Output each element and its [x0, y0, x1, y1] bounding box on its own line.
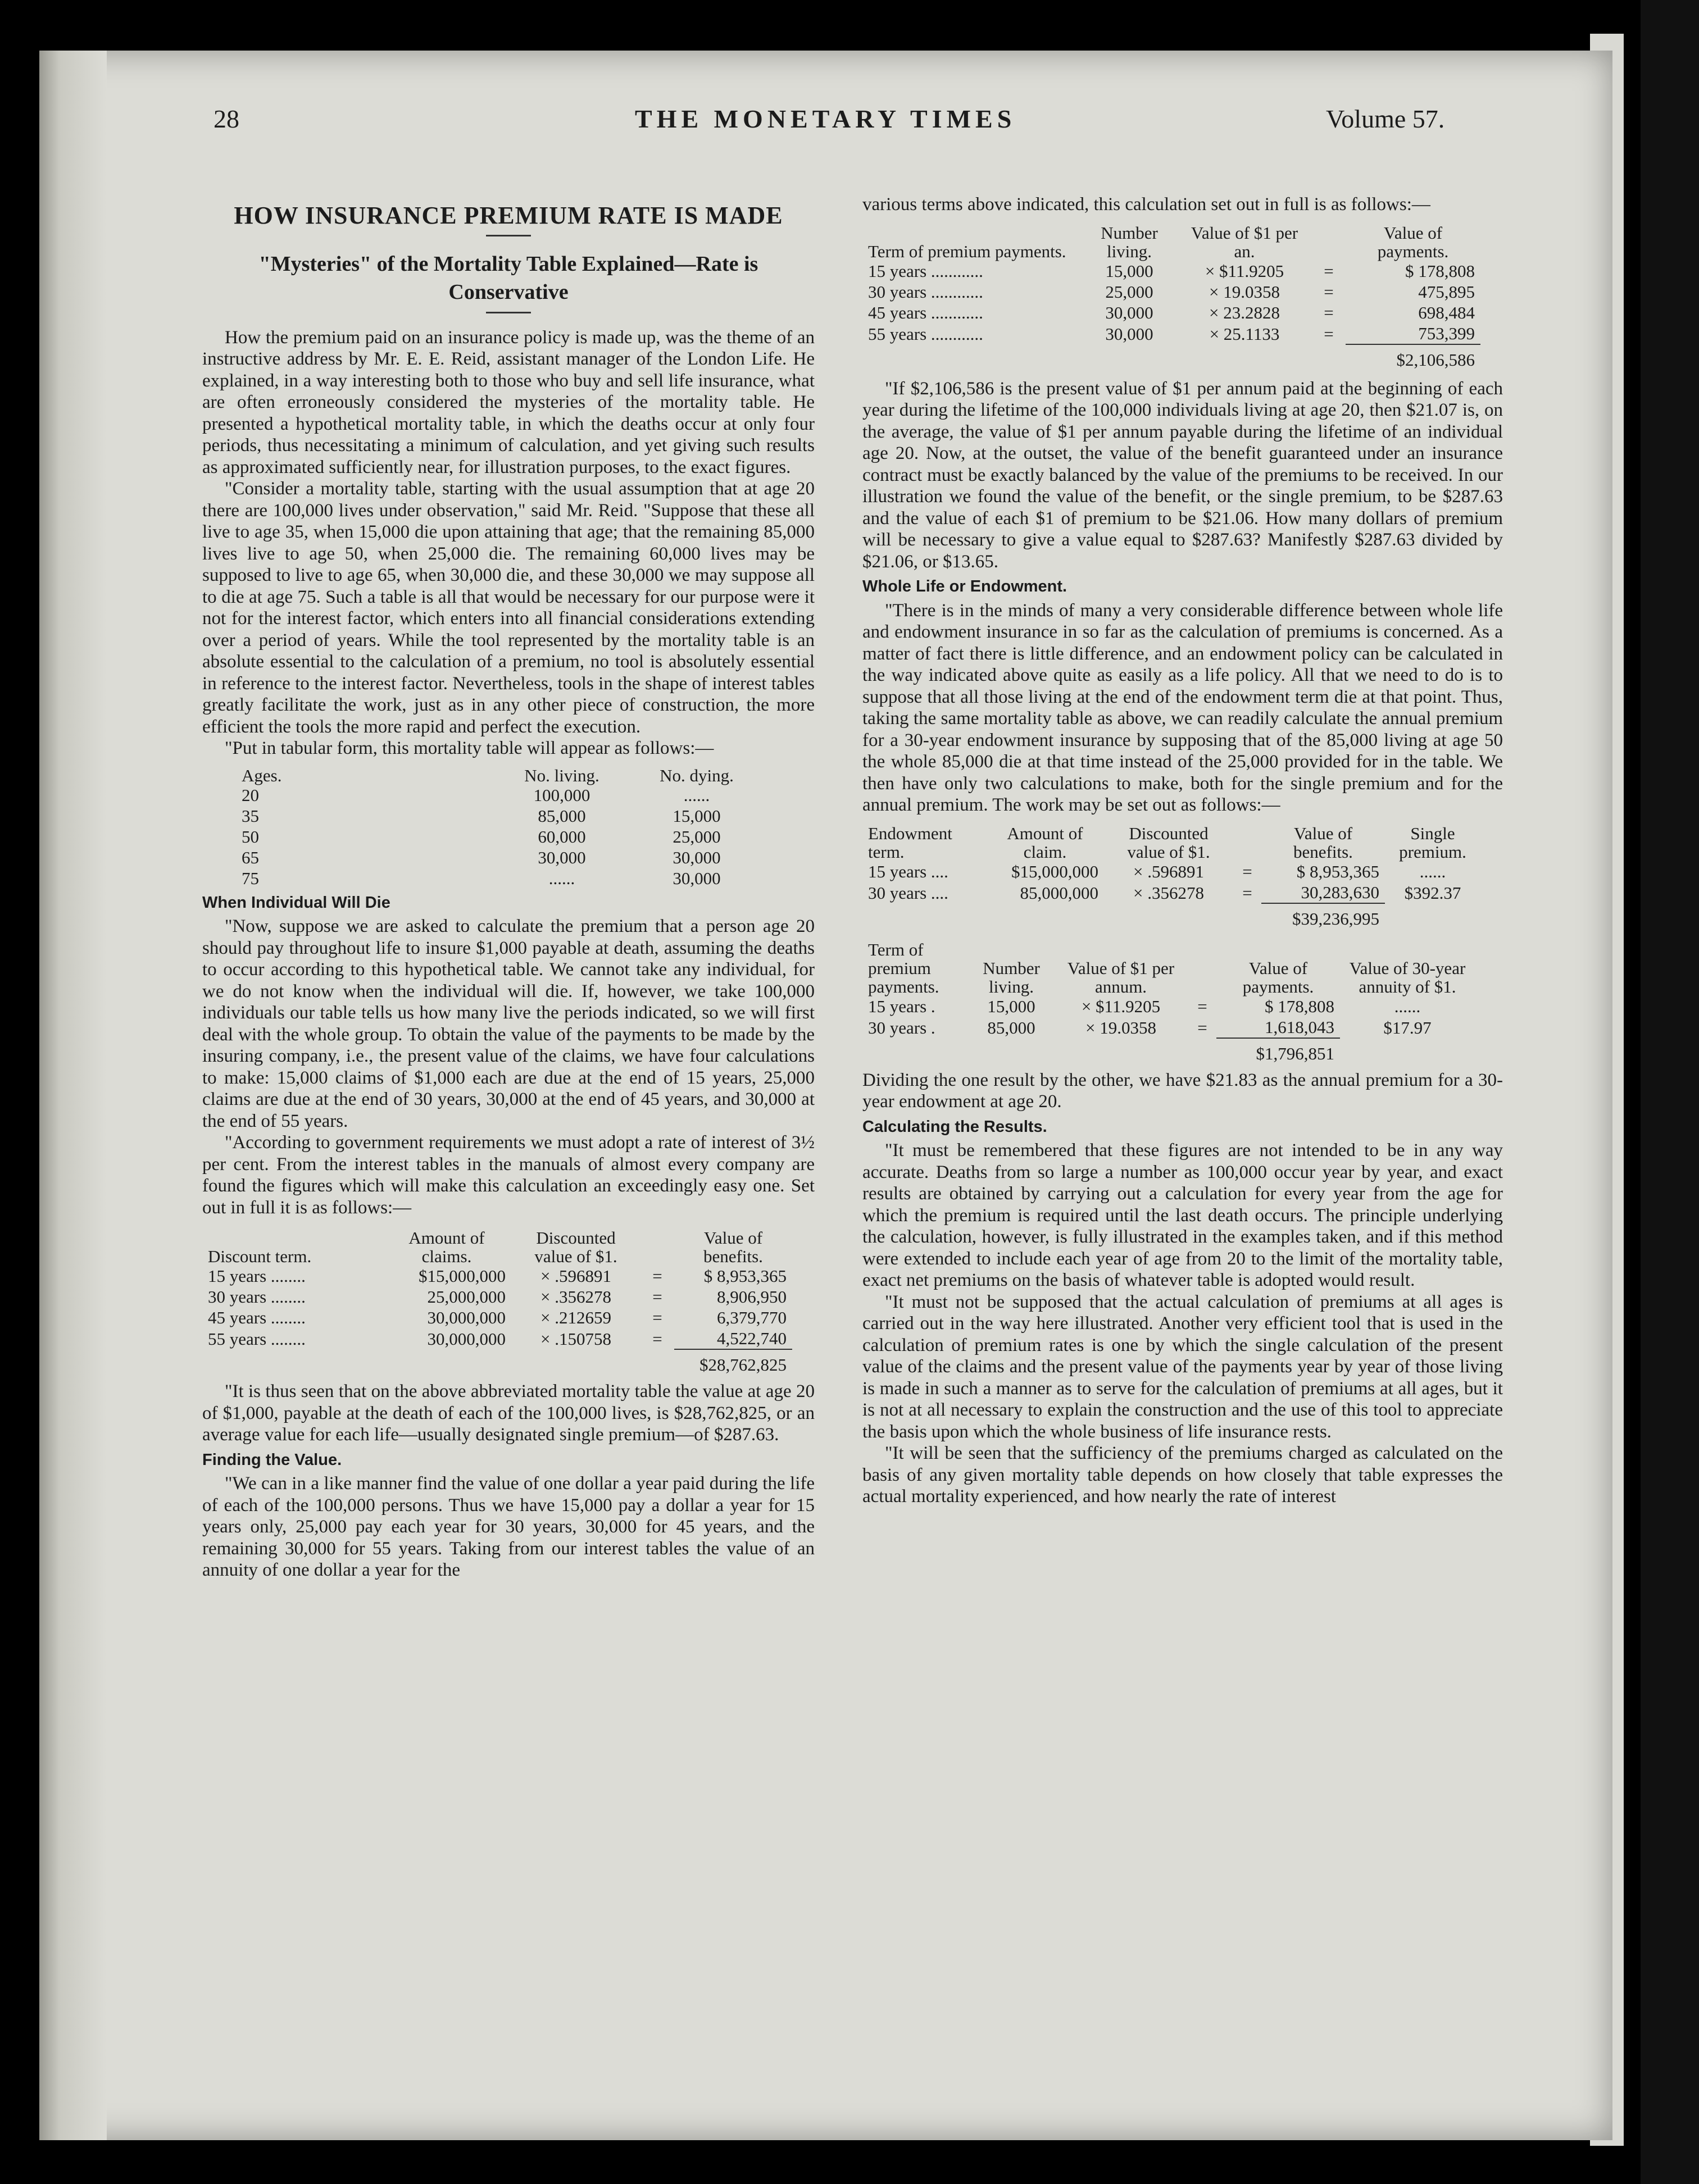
table-row	[862, 302, 1480, 323]
table-cell: $ 178,808	[1405, 261, 1475, 281]
annuity-table	[862, 224, 1480, 370]
table-cell: 6,379,770	[717, 1308, 787, 1327]
table-cell: × $11.9205	[1205, 261, 1284, 281]
table-cell: $ 178,808	[1265, 996, 1334, 1016]
table-row	[862, 1017, 1475, 1038]
paragraph: "It must be remembered that these figures are not intended to be in any way accurate. Deaths from so large a number as 100,000 occur year by year, and exact results are obtained by carrying out a calculation for every year from the age for which the premium is required until the last death occurs. The principle underlying the calculation, however, is fully illustrated in the examples taken, and if this method were extended to include each year of age from 20 to the limit of the mortality table, exact net premiums on the basis of whatever table is adopted would result.	[862, 1140, 1503, 1290]
table-total: $2,106,586	[1346, 344, 1480, 370]
table-total: $1,796,851	[1216, 1038, 1340, 1064]
table-total: $28,762,825	[674, 1349, 792, 1375]
table-cell: =	[1197, 1017, 1207, 1038]
table-cell: 100,000	[533, 785, 590, 805]
table-cell: 15 years ....	[868, 861, 948, 881]
section-heading: When Individual Will Die	[202, 893, 390, 912]
section-heading: Calculating the Results.	[862, 1117, 1047, 1136]
mortality-table	[236, 766, 764, 889]
table-cell: × 23.2828	[1209, 302, 1280, 322]
table-row	[862, 861, 1480, 882]
table-cell: =	[652, 1329, 662, 1349]
paragraph: "Put in tabular form, this mortality table will appear as follows:—	[225, 738, 714, 758]
table-cell: 15 years ............	[868, 261, 983, 281]
table-cell: =	[1324, 261, 1334, 281]
table-cell: 30 years .	[868, 1017, 935, 1038]
article-title: HOW INSURANCE PREMIUM RATE IS MADE	[234, 202, 783, 229]
table-cell: ......	[1419, 861, 1446, 881]
table-header: Endowment term.	[868, 823, 952, 862]
table-header: Value of benefits.	[1293, 823, 1353, 862]
table-cell: 45 years ........	[208, 1308, 306, 1327]
table-cell: 30,000	[1105, 324, 1153, 344]
paragraph: Dividing the one result by the other, we have $21.83 as the annual premium for a 30-year endowment at age 20.	[862, 1070, 1503, 1112]
table-row	[202, 1328, 792, 1349]
table-row	[236, 847, 764, 868]
paragraph: various terms above indicated, this calculation set out in full is as follows:—	[862, 194, 1430, 215]
table-cell: =	[1324, 324, 1334, 344]
paragraph: How the premium paid on an insurance policy is made up, was the theme of an instructive address by Mr. E. E. Reid, assistant manager of the London Life. He explained, in a way interesting both to those who buy and sell life insurance, what are often erroneously considered the mysteries of the mortality table. He presented a hypothetical mortality table, in which the deaths occur at only four periods, thus necessitating a minimum of calculation, and yet giving such results as approximated sufficiently near, for illustration purposes, to the exact figures.	[202, 327, 815, 477]
table-cell: × .596891	[540, 1266, 611, 1286]
table-cell: × 25.1133	[1209, 324, 1280, 344]
table-row	[236, 826, 764, 847]
table-cell: $392.37	[1404, 882, 1461, 903]
table-cell: 25,000	[673, 826, 721, 847]
table-cell: 4,522,740	[717, 1328, 787, 1348]
table-header: Discounted value of $1.	[1127, 823, 1210, 862]
table-cell: × .596891	[1133, 861, 1204, 881]
table-total-row	[862, 1038, 1475, 1064]
table-cell: =	[1324, 281, 1334, 302]
subtitle-rule	[486, 312, 531, 313]
table-cell: =	[1197, 996, 1207, 1016]
table-cell: 25,000	[1105, 281, 1153, 302]
table-cell: 55 years ........	[208, 1329, 306, 1349]
table-header: Single premium.	[1399, 823, 1466, 862]
table-cell: =	[1324, 302, 1334, 322]
table-cell: × 19.0358	[1085, 1017, 1156, 1038]
table-header: Value of 30-year annuity of $1.	[1349, 958, 1466, 997]
table-total-row	[862, 903, 1480, 929]
table-header	[1312, 224, 1346, 261]
table-cell: × .150758	[540, 1329, 611, 1349]
table-cell: =	[1242, 861, 1252, 881]
endowment-annuity-table	[862, 940, 1475, 1064]
volume-label: Volume 57.	[1326, 104, 1445, 133]
table-cell: 1,618,043	[1265, 1017, 1334, 1037]
paragraph: "It is thus seen that on the above abbreviated mortality table the value at age 20 of $1,000, payable at the death of each of the 100,000 lives, is $28,762,825, or an average value for each life—usually designated single premium—of $287.63.	[202, 1381, 815, 1445]
page-number: 28	[213, 104, 239, 133]
table-cell: =	[652, 1266, 662, 1286]
paragraph: "If $2,106,586 is the present value of $1 per annum paid at the beginning of each year during the lifetime of the 100,000 individuals living at age 20, then $21.07 is, on the average, the value of $1 per annum payable during the lifetime of an individual age 20. Now, at the outset, the value of the benefit guaranteed under an insurance contract must be exactly balanced by the value of the premiums to be received. In our illustration we found the value of the benefit, or the single premium, to be $287.63 and the value of each $1 of premium to be $21.06. How many dollars of premium will be necessary to give a value equal to $287.63? Manifestly $287.63 divided by $21.06, or $13.65.	[862, 378, 1503, 572]
table-cell: 15,000	[1105, 261, 1153, 281]
table-cell: $15,000,000	[419, 1266, 506, 1286]
table-total: $39,236,995	[1261, 903, 1385, 929]
table-cell: 30,000,000	[427, 1308, 506, 1327]
table-row	[202, 1266, 792, 1286]
table-cell: 35	[242, 806, 259, 826]
table-row	[862, 996, 1475, 1017]
table-cell: 25,000,000	[427, 1287, 506, 1307]
table-header: Amount of claim.	[1007, 823, 1083, 862]
table-header: No. dying.	[660, 765, 734, 785]
left-column	[202, 202, 815, 1581]
table-row	[236, 806, 764, 826]
table-cell: × .212659	[540, 1308, 611, 1327]
right-column	[862, 194, 1503, 1508]
claims-table	[202, 1229, 792, 1375]
scan-border	[1641, 0, 1699, 2184]
table-cell: 8,906,950	[717, 1287, 787, 1307]
table-header: Value of $1 per annum.	[1067, 958, 1175, 997]
table-header: Amount of claims.	[408, 1228, 485, 1266]
table-header: Discounted value of $1.	[534, 1228, 617, 1266]
table-cell: 50	[242, 826, 259, 847]
table-cell: =	[652, 1287, 662, 1307]
table-cell: $ 8,953,365	[703, 1266, 787, 1286]
table-cell: 30,000	[673, 847, 721, 867]
table-cell: × .356278	[540, 1287, 611, 1307]
paragraph: "It must not be supposed that the actual calculation of premiums at all ages is carried out in the way here illustrated. Another very efficient tool that is used in the calculation of premium rates is one by which the single calculation of the present value of the claims and the present value of the payments year by year of those living is made in such a manner as to serve for the calculation of premiums at all ages, but it is not at all necessary to explain the construction and the use of this tool to appreciate the basis upon which the whole business of life insurance rests.	[862, 1291, 1503, 1442]
table-cell: 15 years .	[868, 996, 935, 1016]
table-header: Ages.	[242, 765, 282, 785]
table-cell: × $11.9205	[1081, 996, 1161, 1016]
table-cell: 30 years ....	[868, 882, 948, 903]
table-row	[236, 785, 764, 806]
table-cell: 85,000	[538, 806, 586, 826]
table-cell: $17.97	[1383, 1017, 1432, 1038]
table-cell: =	[1242, 882, 1252, 903]
table-header: Number living.	[983, 958, 1040, 997]
table-cell: 30 years ........	[208, 1287, 306, 1307]
table-cell: 45 years ............	[868, 302, 983, 322]
table-header	[1188, 940, 1216, 996]
table-cell: 475,895	[1418, 281, 1475, 302]
table-cell: 30 years ............	[868, 281, 983, 302]
table-cell: 30,000	[673, 868, 721, 888]
table-header: Discount term.	[208, 1246, 312, 1266]
table-cell: 15,000	[673, 806, 721, 826]
table-cell: 20	[242, 785, 259, 805]
table-total-row	[862, 344, 1480, 370]
table-cell: 60,000	[538, 826, 586, 847]
table-cell: 30,000	[1105, 302, 1153, 322]
table-cell: × 19.0358	[1209, 281, 1280, 302]
title-rule	[486, 235, 531, 236]
table-header: No. living.	[524, 765, 599, 785]
table-header	[640, 1229, 674, 1266]
paragraph: "Consider a mortality table, starting with the usual assumption that at age 20 there are 100,000 lives under observation," said Mr. Reid. "Suppose that these all live to age 35, when 15,000 die upon attaining that age; that the remaining 85,000 lives live to age 50, when 25,000 die. The remaining 60,000 lives may be supposed to live to age 65, when 30,000 die, and these 30,000 we may suppose all to die at age 75. Such a table is all that would be necessary for our purpose were it not for the interest factor, which enters into all financial considerations extending over a period of years. While the tool represented by the mortality table is an absolute essential to the calculation of a premium, no tool is absolutely essential in reference to the interest factor. Nevertheless, tools in the shape of interest tables greatly facilitate the work, just as in any other piece of construction, the more efficient the tools the more rapid and perfect the execution.	[202, 479, 815, 737]
book-spine	[39, 51, 107, 2140]
table-header: Term of premium payments.	[868, 939, 939, 997]
table-cell: 30,283,630	[1301, 882, 1379, 902]
table-cell: 753,399	[1418, 323, 1475, 343]
section-heading: Whole Life or Endowment.	[862, 577, 1067, 595]
paragraph: "There is in the minds of many a very considerable difference between whole life and endowment insurance in so far as the calculation of premiums is concerned. As a matter of fact there is little difference, and an endowment policy can be calculated in the way indicated above quite as easily as a life policy. All that we need to do is to suppose that all those living at the end of the endowment term die at that point. Thus, taking the same mortality table as above, we can readily calculate the annual premium for a 30-year endowment insurance by supposing that of the 85,000 living at age 50 the whole 85,000 die at that time instead of the 25,000 provided for in the table. We then have only two calculations to make, both for the single premium and for the annual premium. The work may be set out as follows:—	[862, 600, 1503, 815]
table-cell: 75	[242, 868, 259, 888]
table-cell: $ 8,953,365	[1296, 861, 1379, 881]
table-row	[862, 261, 1480, 281]
table-cell: 85,000	[987, 1017, 1035, 1038]
table-header: Value of payments.	[1242, 958, 1314, 997]
table-header: Value of $1 per an.	[1191, 222, 1298, 261]
table-cell: × .356278	[1133, 882, 1204, 903]
table-cell: ......	[548, 868, 575, 888]
table-row	[862, 323, 1480, 344]
table-cell: ......	[683, 785, 710, 805]
table-row	[202, 1307, 792, 1328]
section-heading: Finding the Value.	[202, 1450, 342, 1469]
table-header: Value of payments.	[1377, 222, 1449, 261]
endowment-table	[862, 824, 1480, 929]
journal-title: THE MONETARY TIMES	[635, 104, 1016, 133]
table-header: Term of premium payments.	[868, 241, 1066, 261]
table-cell: 698,484	[1418, 302, 1475, 322]
table-cell: ......	[1394, 996, 1421, 1016]
table-cell: $15,000,000	[1011, 861, 1098, 881]
table-total-row	[202, 1349, 792, 1375]
table-cell: 15,000	[987, 996, 1035, 1016]
paragraph: "Now, suppose we are asked to calculate the premium that a person age 20 should pay throughout life to insure $1,000 payable at death, assuming the deaths to occur according to this hypothetical table. We cannot take any individual, for we do not know when the individual will die. If, however, we take 100,000 individuals our table tells us how many live the periods indicated, so we will first deal with the whole group. To obtain the value of the payments to be made by the insuring company, i.e., the present value of the claims, we have four calculations to make: 15,000 claims of $1,000 each are due at the end of 15 years, 25,000 claims are due at the end of 30 years, 30,000 at the end of 45 years, and 30,000 at the end of 55 years.	[202, 916, 815, 1131]
table-cell: 55 years ............	[868, 324, 983, 344]
table-header: Number living.	[1101, 222, 1158, 261]
paragraph: "It will be seen that the sufficiency of the premiums charged as calculated on the basis of any given mortality table depends on how closely that table expresses the actual mortality experienced, and how nearly the rate of interest	[862, 1443, 1503, 1507]
table-header	[1233, 824, 1261, 861]
paragraph: "According to government requirements we must adopt a rate of interest of 3½ per cent. From the interest tables in the manuals of almost every company are found the figures which will make this calculation an exceedingly easy one. Set out in full it is as follows:—	[202, 1132, 815, 1218]
table-cell: 85,000,000	[1020, 882, 1098, 903]
table-cell: 65	[242, 847, 259, 867]
table-cell: 15 years ........	[208, 1266, 306, 1286]
article-subtitle: "Mysteries" of the Mortality Table Explained—Rate is Conservative	[258, 252, 758, 304]
table-cell: 30,000,000	[427, 1329, 506, 1349]
table-row	[862, 281, 1480, 302]
paragraph: "We can in a like manner find the value of one dollar a year paid during the life of each of the 100,000 persons. Thus we have 15,000 pay a dollar a year for 15 years only, 25,000 pay each year for 30 years, 30,000 for 45 years, and the remaining 30,000 for 55 years. Taking from our interest tables the value of an annuity of one dollar a year for the	[202, 1473, 815, 1580]
table-header: Value of benefits.	[703, 1228, 763, 1266]
table-row	[202, 1286, 792, 1307]
table-cell: =	[652, 1308, 662, 1327]
table-row	[236, 868, 764, 889]
table-row	[862, 882, 1480, 903]
table-cell: 30,000	[538, 847, 586, 867]
